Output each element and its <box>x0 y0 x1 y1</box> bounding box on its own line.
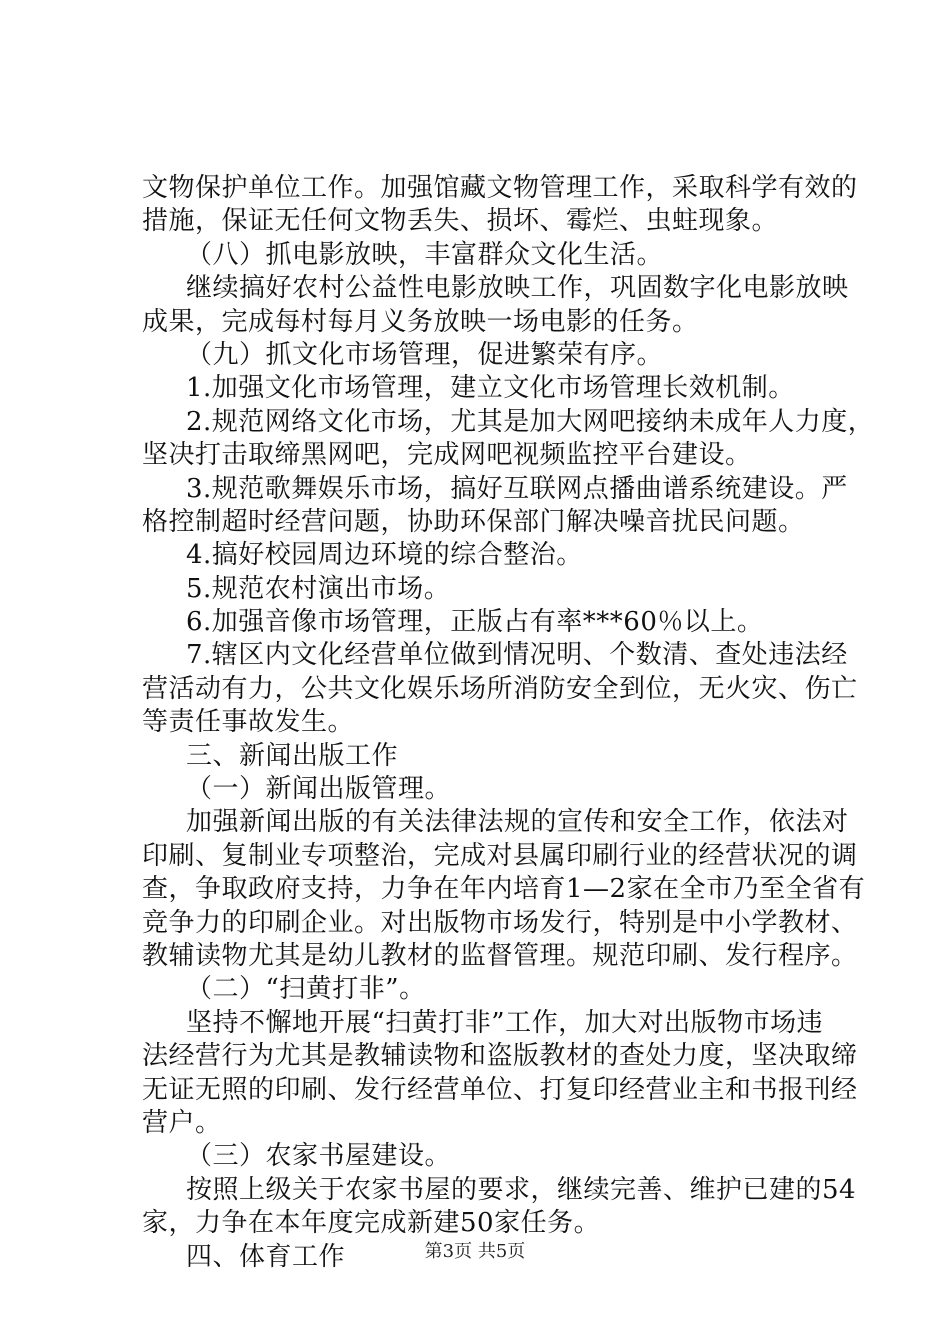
text-line: （九）抓文化市场管理，促进繁荣有序。 <box>186 339 664 370</box>
text-line: 文物保护单位工作。加强馆藏文物管理工作，采取科学有效的 <box>142 173 858 203</box>
text-line: 措施，保证无任何文物丢失、损坏、霉烂、虫蛀现象。 <box>142 206 779 237</box>
text-line: 无证无照的印刷、发行经营单位、打复印经营业主和书报刊经 <box>142 1074 858 1105</box>
text-line: 按照上级关于农家书屋的要求，继续完善、维护已建的54 <box>186 1174 857 1205</box>
text-line: 教辅读物尤其是幼儿教材的监督管理。规范印刷、发行程序。 <box>142 940 858 971</box>
text-line: （一）新闻出版管理。 <box>186 774 452 805</box>
text-line: 四、体育工作 <box>186 1241 346 1272</box>
text-line: 格控制超时经营问题，协助环保部门解决噪音扰民问题。 <box>142 506 805 537</box>
text-line: （二）“扫黄打非”。 <box>186 974 426 1005</box>
text-line: 1.加强文化市场管理，建立文化市场管理长效机制。 <box>186 373 795 404</box>
text-line: 坚持不懈地开展“扫黄打非”工作，加大对出版物市场违 <box>186 1007 824 1038</box>
text-line: 成果，完成每村每月义务放映一场电影的任务。 <box>142 306 699 337</box>
text-line: 5.规范农村演出市场。 <box>186 573 451 604</box>
text-line: 7.辖区内文化经营单位做到情况明、个数清、查处违法经 <box>186 640 848 671</box>
text-line: 6.加强音像市场管理，正版占有率***60％以上。 <box>186 607 764 638</box>
page-footer: 第3页 共5页 <box>424 1241 526 1262</box>
text-line: 继续搞好农村公益性电影放映工作，巩固数字化电影放映 <box>186 273 849 304</box>
text-line: 营户。 <box>142 1107 222 1138</box>
text-line: 等责任事故发生。 <box>142 707 355 738</box>
text-line: 加强新闻出版的有关法律法规的宣传和安全工作，依法对 <box>186 807 849 838</box>
text-line: 4.搞好校园周边环境的综合整治。 <box>186 540 583 571</box>
text-line: 查，争取政府支持，力争在年内培育1—2家在全市乃至全省有 <box>142 874 866 905</box>
text-line: 竞争力的印刷企业。对出版物市场发行，特别是中小学教材、 <box>142 907 858 938</box>
text-line: 3.规范歌舞娱乐市场，搞好互联网点播曲谱系统建设。严 <box>186 473 848 504</box>
text-line: （八）抓电影放映，丰富群众文化生活。 <box>186 239 664 270</box>
text-line: （三）农家书屋建设。 <box>186 1141 452 1172</box>
text-line: 营活动有力，公共文化娱乐场所消防安全到位，无火灾、伤亡 <box>142 673 858 704</box>
text-line: 法经营行为尤其是教辅读物和盗版教材的查处力度，坚决取缔 <box>142 1041 858 1072</box>
text-line: 坚决打击取缔黑网吧，完成网吧视频监控平台建设。 <box>142 440 752 471</box>
text-line: 印刷、复制业专项整治，完成对县属印刷行业的经营状况的调 <box>142 840 858 871</box>
document-body <box>142 172 875 1274</box>
text-line: 三、新闻出版工作 <box>186 740 399 771</box>
text-line: 2.规范网络文化市场，尤其是加大网吧接纳未成年人力度， <box>186 406 875 437</box>
text-line: 家，力争在本年度完成新建50家任务。 <box>142 1208 601 1239</box>
